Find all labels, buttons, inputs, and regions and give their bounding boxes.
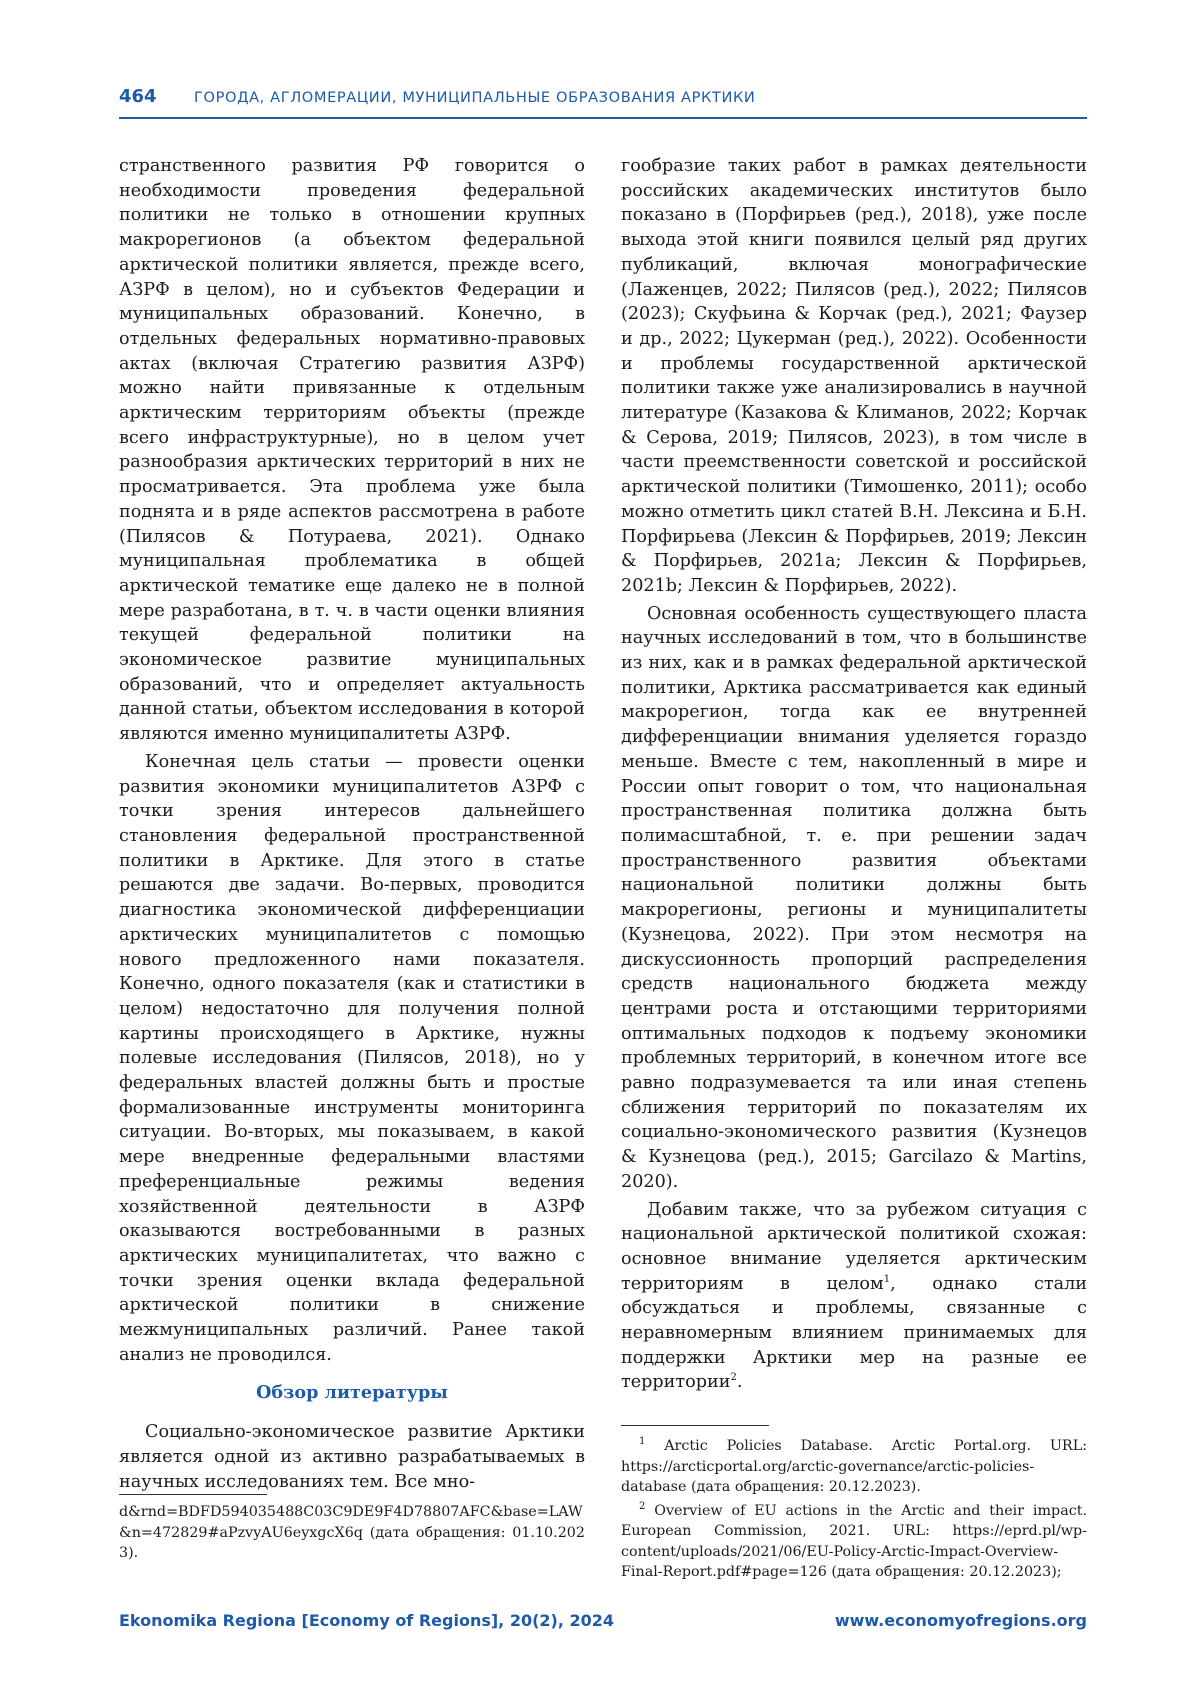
page-header: [119, 86, 1087, 112]
left-footnote: [119, 1502, 585, 1564]
paragraph-text: Добавим также, что за рубежом ситуация с национальной арктической политикой схожая: основное внимание уделяется арктическим территориям в целом: [621, 1199, 1087, 1294]
paragraph: странственного развития РФ говорится о необходимости проведения федеральной политики не только в отношении крупных макрорегионов (а объектом федеральной арктической политики является, прежде всего, АЗРФ в целом), но и субъектов Федерации и муниципальных образований. Конечно, в отдельных федеральных нормативно-правовых актах (включая Стратегию развития АЗРФ) можно найти привязанные к отдельным арктическим территориям объекты (прежде всего инфраструктурные), но в целом учет разнообразия арктических территорий в них не просматривается. Эта проблема уже была поднята и в ряде аспектов рассмотрена в работе (Пилясов & Потураева, 2021). Однако муниципальная проблематика в общей арктической тематике еще далеко не в полной мере разработана, в т. ч. в части оценки влияния текущей федеральной политики на экономическое развитие муниципальных образований, что и определяет актуальность данной статьи, объектом исследования в которой являются именно муниципалитеты АЗРФ.: [119, 156, 585, 745]
footnote-rule: [119, 1494, 267, 1495]
paragraph: [621, 1198, 1087, 1396]
footnote-text: Overview of EU actions in the Arctic and their impact. European Commission, 2021. URL: https://eprd.pl/wp-content/uploads/2021/06/EU-Policy-Arctic-Impact-Overview-Final-Report.pdf#page=126 (дата обращения: 20.12.2023);: [621, 1502, 1088, 1580]
journal-website: www.economyofregions.org: [834, 1611, 1087, 1630]
header-rule: [119, 117, 1087, 119]
footnote-number: 1: [639, 1436, 646, 1448]
right-footnotes: [621, 1436, 1087, 1583]
footnote-text: d&rnd=BDFD594035488C03C9DE9F4D78807AFC&base=LAW&n=472829#aPzvyAU6eyxgcX6q (дата обращения: 01.10.2023).: [119, 1504, 585, 1561]
paragraph: гообразие таких работ в рамках деятельности российских академических институтов было показано в (Порфирьев (ред.), 2018), уже после выхода этой книги появился целый ряд других публикаций, включая монографические (Лаженцев, 2022; Пилясов (ред.), 2022; Пилясов (2023); Скуфьина & Корчак (ред.), 2021; Фаузер и др., 2022; Цукерман (ред.), 2022). Особенности и проблемы государственной арктической политики также уже анализировались в научной литературе (Казакова & Климанов, 2022; Корчак & Серова, 2019; Пилясов, 2023), в том числе в части преемственности советской и российской арктической политики (Тимошенко, 2011); особо можно отметить цикл статей В.Н. Лексина и Б.Н. Порфирьева (Лексин & Порфирьев, 2019; Лексин & Порфирьев, 2021a; Лексин & Порфирьев, 2021b; Лексин & Порфирьев, 2022).: [621, 156, 1087, 596]
footnote-text: Arctic Policies Database. Arctic Portal.org. URL: https://arcticportal.org/arctic-governance/arctic-policies-database (дата обращения: 20.12.2023).: [621, 1438, 1088, 1495]
page-number: 464: [119, 86, 157, 107]
footnote-ref: 2: [730, 1372, 737, 1384]
journal-citation: Ekonomika Regiona [Economy of Regions], 20(2), 2024: [119, 1611, 615, 1630]
footnote: [621, 1436, 1087, 1498]
paragraph-text: , однако стали обсуждаться и проблемы, связанные с неравномерным влиянием принимаемых для поддержки Арктики мер на разные ее территории: [621, 1273, 1087, 1393]
left-column: [119, 154, 585, 1494]
footnote: [621, 1501, 1087, 1583]
footnote-rule: [621, 1425, 769, 1426]
running-title: ГОРОДА, АГЛОМЕРАЦИИ, МУНИЦИПАЛЬНЫЕ ОБРАЗОВАНИЯ АРКТИКИ: [194, 89, 756, 106]
paragraph: Конечная цель статьи — провести оценки развития экономики муниципалитетов АЗРФ с точки зрения интересов дальнейшего становления федеральной пространственной политики в Арктике. Для этого в статье решаются две задачи. Во-первых, проводится диагностика экономической дифференциации арктических муниципалитетов с помощью нового предложенного нами показателя. Конечно, одного показателя (как и статистики в целом) недостаточно для получения полной картины происходящего в Арктике, нужны полевые исследования (Пилясов, 2018), но у федеральных властей должны быть и простые формализованные инструменты мониторинга ситуации. Во-вторых, мы показываем, в какой мере внедренные федеральными властями преференциальные режимы ведения хозяйственной деятельности в АЗРФ оказываются востребованными в разных арктических муниципалитетах, что важно с точки зрения оценки вклада федеральной арктической политики в снижение межмуниципальных различий. Ранее такой анализ не проводился.: [119, 751, 585, 1365]
paragraph-text: .: [736, 1372, 743, 1393]
paragraph: Социально-экономическое развитие Арктики является одной из активно разрабатываемых в научных исследованиях тем. Все мно-: [119, 1422, 585, 1492]
footnote-ref: 1: [883, 1273, 891, 1285]
right-column: [621, 154, 1087, 1395]
paragraph: Основная особенность существующего пласта научных исследований в том, что в большинстве из них, как и в рамках федеральной арктической политики, Арктика рассматривается как единый макрорегион, тогда как ее внутренней дифференциации внимания уделяется гораздо меньше. Вместе с тем, накопленный в мире и России опыт говорит о том, что национальная пространственная политика должна быть полимасштабной, т. е. при решении задач пространственного развития объектами национальной политики должны быть макрорегионы, регионы и муниципалитеты (Кузнецова, 2022). При этом несмотря на дискуссионность пропорций распределения средств национального бюджета между центрами роста и отстающими территориями оптимальных подходов к подъему экономики проблемных территорий, в конечном итоге все равно подразумевается та или иная степень сближения территорий по показателям их социально-экономического развития (Кузнецов & Кузнецова (ред.), 2015; Garcilazo & Martins, 2020).: [621, 603, 1087, 1192]
section-heading: Обзор литературы: [256, 1382, 448, 1404]
footnote-number: 2: [639, 1500, 646, 1512]
